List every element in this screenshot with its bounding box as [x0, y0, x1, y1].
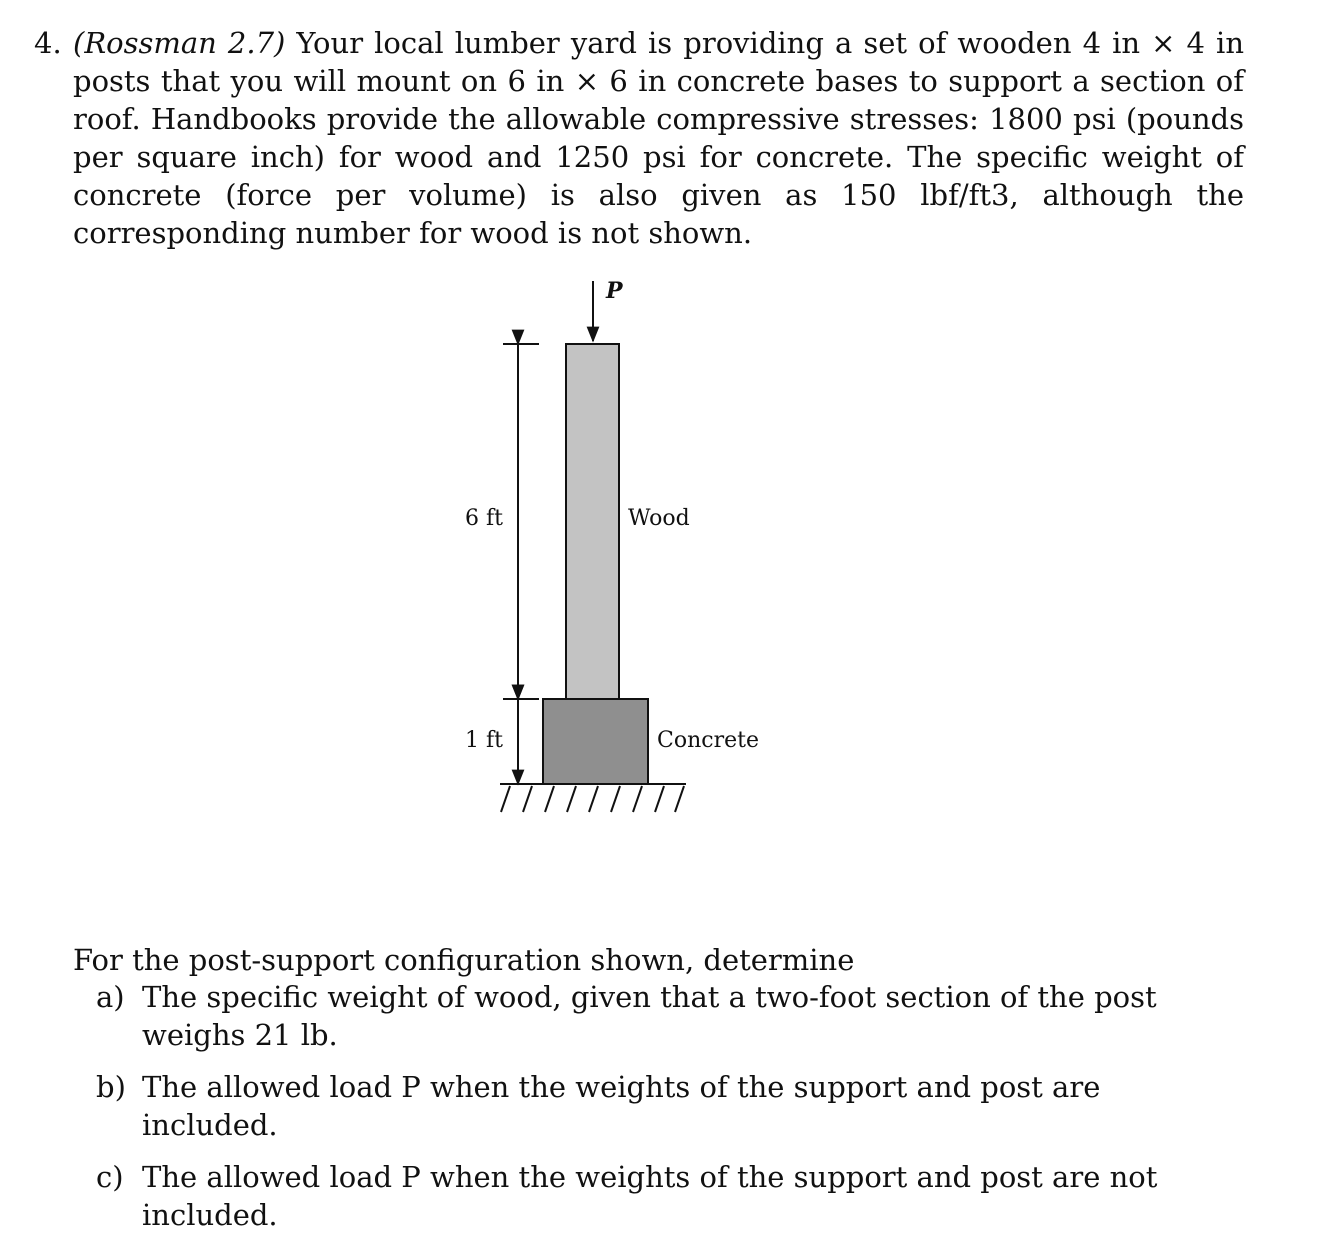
question-part-label: c)	[96, 1160, 124, 1194]
base-height-label: 1 ft	[465, 728, 503, 753]
ground-hatch-line	[633, 786, 642, 812]
question-part-text: The allowed load P when the weights of the support and post are included.	[142, 1070, 1101, 1142]
base-material-label: Concrete	[657, 728, 759, 753]
post-material-label: Wood	[628, 506, 690, 531]
problem-source: (Rossman 2.7)	[73, 26, 286, 60]
ground-hatching	[501, 786, 684, 812]
concrete-base	[543, 699, 648, 784]
question-part-text: The specific weight of wood, given that a two-foot section of the post weighs 21 lb.	[142, 980, 1157, 1052]
question-part-text: The allowed load P when the weights of the support and post are not included.	[142, 1160, 1158, 1232]
ground-hatch-line	[655, 786, 664, 812]
question-part-b	[96, 1068, 1244, 1144]
problem-number: 4.	[34, 26, 62, 60]
ground-hatch-line	[589, 786, 598, 812]
wood-post	[566, 344, 619, 699]
question-part-label: a)	[96, 980, 125, 1014]
ground-hatch-line	[523, 786, 532, 812]
question-part-label: b)	[96, 1070, 126, 1104]
ground-hatch-line	[611, 786, 620, 812]
ground-hatch-line	[567, 786, 576, 812]
problem-body: Your local lumber yard is providing a set of wooden 4 in × 4 in posts that you will mount on 6 in × 6 in concrete bases to support a section of roof. Handbooks provide the allowable compressive stresses: 1800 psi (pounds per square inch) for wood and 1250 psi for concrete. The specific weight of concrete (force per volume) is also given as 150 lbf/ft3, although the corresponding number for wood is not shown.	[73, 26, 1244, 250]
ground-hatch-line	[545, 786, 554, 812]
question-part-c	[96, 1158, 1244, 1234]
question-part-a	[96, 978, 1244, 1054]
question-prompt: For the post-support configuration shown, determine	[73, 943, 855, 977]
load-label: P	[606, 278, 623, 304]
post-height-label: 6 ft	[465, 506, 503, 531]
ground-hatch-line	[501, 786, 510, 812]
question-parts	[96, 978, 1244, 1234]
ground-hatch-line	[675, 786, 684, 812]
